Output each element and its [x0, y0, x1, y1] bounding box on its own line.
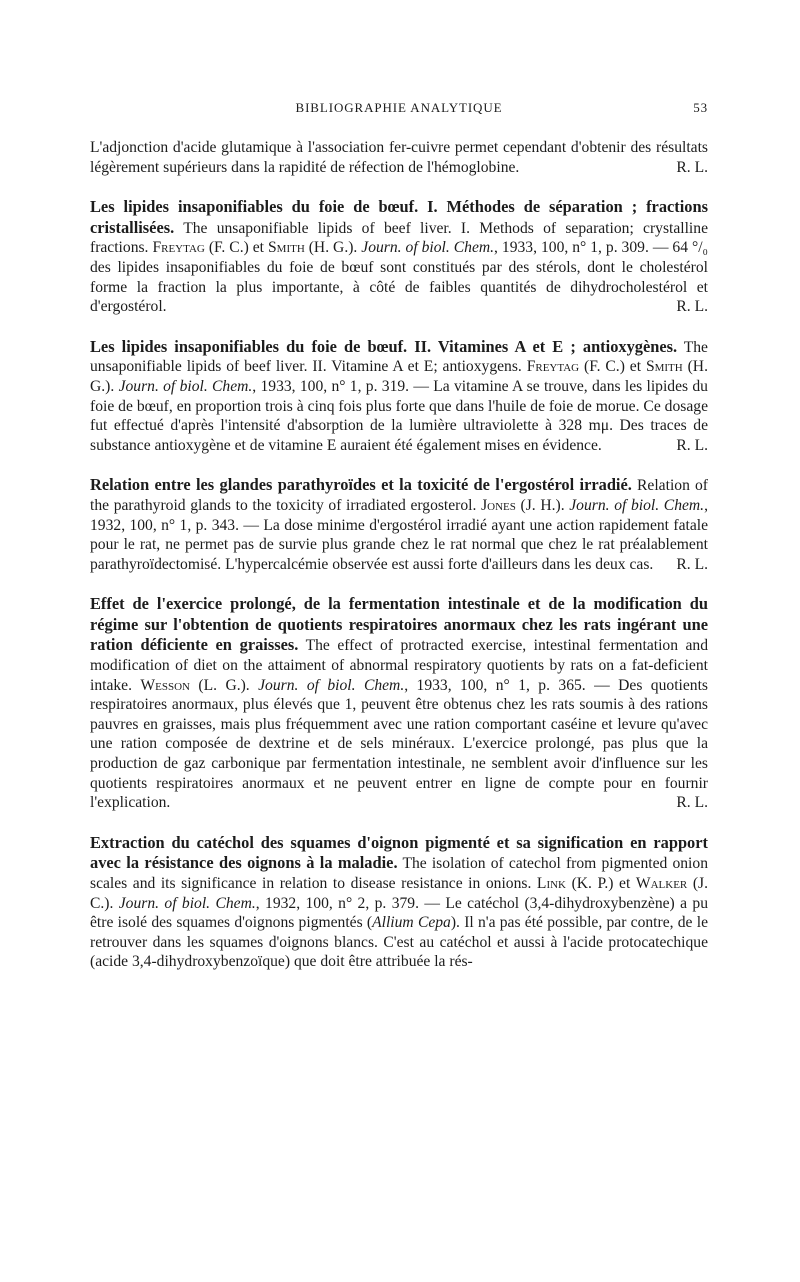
citation: , 1933, 100, n° 1, p. 309. —	[494, 239, 669, 257]
citation: , 1932, 100, n° 1, p. 343. —	[90, 496, 708, 534]
signature: R. L.	[676, 158, 708, 176]
abstract-entry	[90, 475, 708, 574]
entry-title: Effet de l'exercice prolongé, de la fermentation intestinale et de la modification du régime sur l'obtention de quotients respiratoires anormaux chez les rats ingérant une ration déficiente en graisses.	[90, 594, 708, 655]
author-name: Wesson	[140, 676, 190, 694]
signature: R. L.	[676, 794, 708, 812]
abstract-body: 64 °/₀ des lipides insaponifiables du foie de bœuf sont constitués par des stérols, dont le cholestérol forme la fraction la plus importante, à côté de faibles quantités de dihydrocholestérol et d'ergostérol.	[90, 239, 708, 316]
author-initials: (J. H.).	[520, 496, 565, 514]
signature: R. L.	[676, 298, 708, 316]
english-title: The unsaponifiable lipids of beef liver. II. Vitamine A et E; antioxygens.	[90, 338, 708, 376]
english-title: The effect of protracted exercise, intestinal fermentation and modification of diet on the attaiment of abnormal respiratory quotients by rats on a fat-deficient intake.	[90, 637, 709, 694]
signature: R. L.	[676, 555, 708, 573]
abstract-entry	[90, 197, 708, 317]
english-title: The isolation of catechol from pigmented onion scales and its significance in relation to disease resistance in onions.	[90, 855, 708, 892]
author-initials: (F. C.) et	[208, 239, 265, 257]
english-title: Relation of the parathyroid glands to the toxicity of irradiated ergosterol.	[90, 477, 708, 514]
abstract-entry	[90, 833, 708, 972]
abstract-body: Des quotients respiratoires anormaux, plus élevés que 1, peuvent être obtenus chez les rats soumis à des rations pauvres en graisses, mais plus fréquemment avec une ration comportant caséine et levure qu'avec une ration composée de dextrine et de sels minéraux. L'exercice prolongé, pas plus que la production de gaz carbonique par fermentation intestinale, ne semblent avoir d'influence sur les quotients respiratoires anormaux et ne peuvent entrer en ligne de compte pour en fournir l'explication.	[90, 676, 708, 812]
continued-paragraph	[90, 138, 708, 177]
running-head	[90, 98, 708, 118]
species-name: Allium Cepa	[372, 914, 451, 932]
author-name: Freytag	[526, 358, 580, 376]
running-title: BIBLIOGRAPHIE ANALYTIQUE	[295, 100, 503, 115]
abstract-body: Le catéchol (3,4-dihydroxybenzène) a pu être isolé des squames d'oignons pigmentés (	[90, 894, 708, 932]
author-initials: (H. G.).	[90, 358, 708, 395]
journal-name: Journ. of biol. Chem.	[258, 676, 405, 694]
author-initials: (L. G.).	[198, 676, 250, 694]
author-name: Jones	[481, 496, 516, 514]
abstract-body: ). Il n'a pas été possible, par contre, de le retrouver dans les squames d'oignons blancs. C'est au catéchol et aussi à l'acide protocatechique (acide 3,4-dihydroxybenzoïque) que doit être attribuée la rés-	[90, 914, 708, 971]
continued-text: L'adjonction d'acide glutamique à l'association fer-cuivre permet cependant d'obtenir des résultats légèrement supérieurs dans la rapidité de réfection de l'hémoglobine.	[90, 139, 708, 176]
abstract-body: La dose minime d'ergostérol irradié ayant une action rapidement fatale pour le rat, ne permet pas de survie plus grande chez le rat normal que chez le rat préalablement parathyroïdectomisé. L'hypercalcémie observée est aussi forte d'ailleurs dans les deux cas.	[90, 516, 708, 573]
entry-title: Les lipides insaponifiables du foie de bœuf. I. Méthodes de séparation ; fractions cristallisées.	[90, 197, 708, 237]
author-name: Freytag	[152, 239, 205, 257]
author-initials: (F. C.) et	[584, 358, 642, 376]
journal-name: Journ. of biol. Chem.	[361, 239, 495, 257]
abstract-body: La vitamine A se trouve, dans les lipides du foie de bœuf, en proportion trois à cinq fois plus forte que dans l'huile de foie de morue. Ce dosage fut effectué d'après l'intensité d'absorption de la lumière ultraviolette à 328 mμ. Des traces de substance antioxygène et de vitamine E auraient été également mises en évidence.	[90, 377, 708, 454]
journal-name: Journ. of biol. Chem.	[569, 496, 705, 514]
author-initials: (H. G.).	[308, 239, 358, 257]
book-page	[90, 98, 708, 972]
author-name: Walker	[635, 875, 688, 892]
citation: , 1933, 100, n° 1, p. 319. —	[252, 377, 429, 395]
journal-name: Journ. of biol. Chem.	[118, 894, 256, 912]
author-name: Smith	[645, 358, 683, 376]
entry-title: Extraction du catéchol des squames d'oignon pigmenté et sa signification en rapport avec la résistance des oignons à la maladie.	[90, 832, 708, 873]
page-number: 53	[693, 100, 708, 115]
journal-name: Journ. of biol. Chem.	[118, 377, 253, 395]
citation: , 1932, 100, n° 2, p. 379. —	[255, 894, 440, 912]
author-initials: (K. P.) et	[571, 875, 631, 892]
abstract-entry	[90, 337, 708, 456]
author-name: Smith	[267, 239, 305, 257]
signature: R. L.	[676, 436, 708, 454]
abstract-entry	[90, 594, 708, 813]
author-initials: (J. C.).	[90, 875, 708, 912]
entry-title: Relation entre les glandes parathyroïdes et la toxicité de l'ergostérol irradié.	[90, 475, 632, 495]
entry-title: Les lipides insaponifiables du foie de bœuf. II. Vitamines A et E ; antioxygènes.	[90, 336, 678, 356]
author-name: Link	[536, 875, 566, 892]
citation: , 1933, 100, n° 1, p. 365. —	[404, 676, 610, 694]
english-title: The unsaponifiable lipids of beef liver. I. Methods of separation; crystalline fractions.	[90, 219, 708, 257]
